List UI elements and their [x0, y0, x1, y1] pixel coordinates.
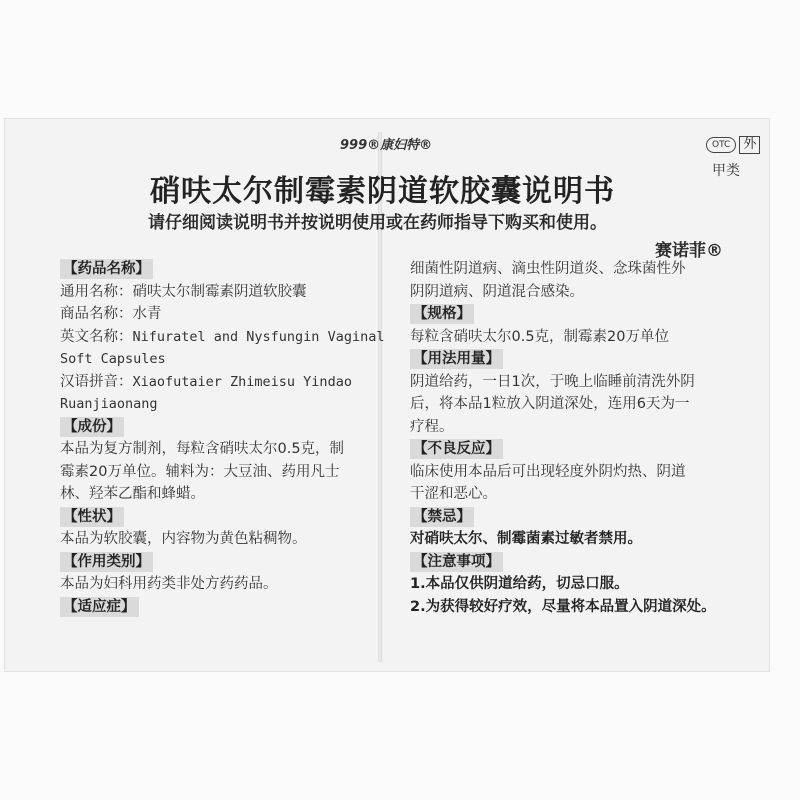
- brand-logo: 999®康妇特®: [340, 138, 433, 153]
- adverse-line: 临床使用本品后可出现轻度外阴灼热、阴道: [410, 463, 686, 480]
- section-heading-composition: 【成份】: [60, 417, 124, 437]
- section-heading-adverse: 【不良反应】: [410, 439, 503, 459]
- section-heading-indications: 【适应症】: [60, 597, 139, 617]
- indications-line: 阴阴道病、阴道混合感染。: [410, 283, 584, 300]
- company-trademark: 赛诺菲®: [655, 241, 723, 261]
- usage-line: 疗程。: [410, 418, 454, 435]
- section-heading-description: 【性状】: [60, 507, 124, 527]
- adverse-line: 干涩和恶心。: [410, 486, 497, 502]
- section-heading-contraindications: 【禁忌】: [410, 507, 474, 527]
- section-heading-category: 【作用类别】: [60, 552, 153, 572]
- subtitle: 请仔细阅读说明书并按说明使用或在药师指导下购买和使用。: [148, 213, 607, 233]
- composition-line: 霉素20万单位。辅料为：大豆油、药用凡士: [60, 463, 340, 480]
- trade-name-label: 商品名称：: [60, 306, 133, 322]
- indications-line: 细菌性阴道病、滴虫性阴道炎、念珠菌性外: [410, 261, 686, 277]
- section-heading-precautions: 【注意事项】: [410, 552, 503, 572]
- section-heading-spec: 【规格】: [410, 304, 474, 324]
- usage-line: 阴道给药，一日1次，于晚上临睡前清洗外阴: [410, 373, 695, 390]
- right-column: [410, 258, 750, 618]
- precautions-line: 1.本品仅供阴道给药，切忌口服。: [410, 576, 629, 592]
- pinyin-value: Xiaofutaier Zhimeisu Yindao: [132, 373, 352, 390]
- composition-line: 本品为复方制剂，每粒含硝呋太尔0.5克，制: [60, 441, 345, 457]
- contraindications-line: 对硝呋太尔、制霉菌素过敏者禁用。: [410, 531, 642, 547]
- english-name-value: Nifuratel and Nysfungin Vaginal: [132, 328, 385, 345]
- composition-line: 林、羟苯乙酯和蜂蜡。: [60, 486, 205, 502]
- description-line: 本品为软胶囊，内容物为黄色粘稠物。: [60, 531, 307, 547]
- pinyin-row: [60, 371, 382, 394]
- generic-name-label: 通用名称：: [60, 283, 133, 300]
- generic-name-value: 硝呋太尔制霉素阴道软胶囊: [132, 283, 307, 300]
- usage-line: 后，将本品1粒放入阴道深处，连用6天为一: [410, 396, 690, 412]
- section-heading-usage: 【用法用量】: [410, 349, 503, 369]
- trade-name-value: 水青: [132, 306, 162, 322]
- precautions-line: 2.为获得较好疗效，尽量将本品置入阴道深处。: [410, 598, 716, 615]
- generic-name-row: [60, 281, 382, 304]
- english-name-row: [60, 326, 385, 349]
- trade-name-row: [60, 303, 382, 326]
- english-name-value-cont: Soft Capsules: [60, 351, 166, 367]
- english-name-label: 英文名称：: [60, 328, 133, 345]
- otc-badge: [706, 136, 760, 154]
- pinyin-label: 汉语拼音：: [60, 373, 133, 390]
- spec-line: 每粒含硝呋太尔0.5克，制霉素20万单位: [410, 328, 670, 345]
- category-line: 本品为妇科用药类非处方药药品。: [60, 576, 278, 592]
- otc-label: OTC: [706, 137, 736, 153]
- otc-external-mark: 外: [739, 136, 760, 154]
- page-title: 硝呋太尔制霉素阴道软胶囊说明书: [150, 174, 615, 209]
- otc-class: 甲类: [712, 163, 740, 179]
- pinyin-value-cont: Ruanjiaonang: [60, 396, 158, 412]
- section-heading-drug-name: 【药品名称】: [60, 259, 153, 279]
- left-column: [60, 258, 385, 618]
